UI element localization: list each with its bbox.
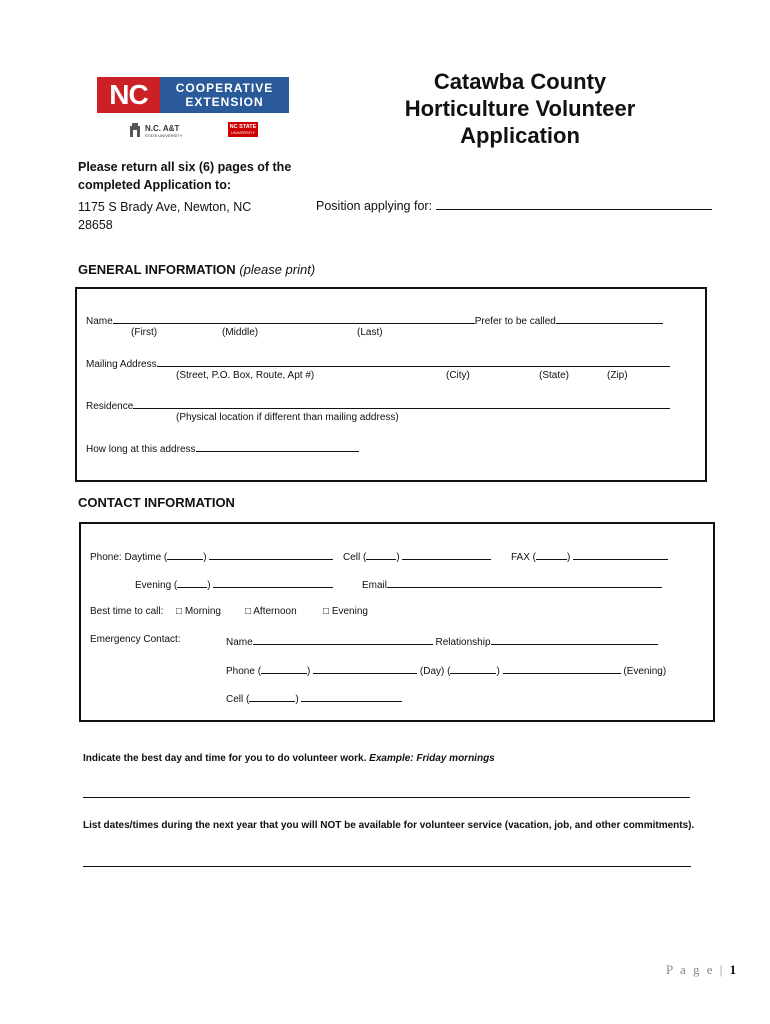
emergency-contact-label: Emergency Contact: bbox=[90, 634, 181, 645]
ec-evening-number-line[interactable] bbox=[503, 663, 621, 674]
mailing-line[interactable] bbox=[157, 356, 670, 367]
page-word: P a g e bbox=[666, 962, 715, 977]
fax-label: FAX ( bbox=[511, 552, 537, 563]
ncat-logo bbox=[128, 122, 182, 140]
fax-area-line[interactable] bbox=[536, 549, 567, 560]
logo-cooperative: COOPERATIVE bbox=[175, 81, 274, 95]
name-line[interactable] bbox=[113, 313, 475, 324]
ec-name-row bbox=[226, 634, 658, 648]
name-row bbox=[86, 313, 663, 327]
how-long-line[interactable] bbox=[196, 441, 359, 452]
ec-name-label: Name bbox=[226, 637, 253, 648]
general-info-heading-text: GENERAL INFORMATION bbox=[78, 262, 236, 277]
first-caption: (First) bbox=[131, 327, 158, 338]
last-caption: (Last) bbox=[357, 327, 383, 338]
ncstate-line2: UNIVERSITY bbox=[230, 129, 255, 135]
relationship-line[interactable] bbox=[491, 634, 658, 645]
ec-name-line[interactable] bbox=[253, 634, 433, 645]
ncstate-logo bbox=[228, 122, 258, 137]
daytime-number-line[interactable] bbox=[209, 549, 333, 560]
best-time-label: Best time to call: bbox=[90, 606, 164, 617]
ncat-sub: STATE UNIVERSITY bbox=[145, 132, 183, 138]
residence-label: Residence bbox=[86, 401, 134, 412]
ec-evening-area-line[interactable] bbox=[450, 663, 496, 674]
prefer-line[interactable] bbox=[556, 313, 663, 324]
evening-paren-label: (Evening) bbox=[623, 666, 667, 677]
ec-phone-number-line[interactable] bbox=[313, 663, 417, 674]
mailing-row bbox=[86, 356, 670, 370]
residence-line[interactable] bbox=[133, 398, 670, 409]
day-label: (Day) bbox=[419, 666, 445, 677]
title-line-2: Horticulture Volunteer bbox=[404, 96, 636, 121]
email-line[interactable] bbox=[387, 577, 662, 588]
evening-phone-label: Evening ( bbox=[135, 580, 178, 591]
logo-extension: EXTENSION bbox=[185, 95, 264, 109]
city-caption: (City) bbox=[446, 370, 470, 381]
ncstate-line1: NC STATE bbox=[229, 123, 257, 130]
fax-number-line[interactable] bbox=[573, 549, 668, 560]
position-label: Position applying for: bbox=[316, 199, 433, 213]
relationship-label: Relationship bbox=[435, 637, 491, 648]
evening-area-line[interactable] bbox=[177, 577, 207, 588]
title-line-1: Catawba County bbox=[433, 69, 607, 94]
ec-cell-number-line[interactable] bbox=[301, 691, 402, 702]
prefer-label: Prefer to be called bbox=[474, 316, 556, 327]
page-footer: P a g e | 1 bbox=[666, 962, 737, 977]
how-long-row bbox=[86, 441, 359, 455]
ec-cell-area-line[interactable] bbox=[249, 691, 295, 702]
position-line[interactable] bbox=[436, 197, 712, 210]
nc-cooperative-extension-logo bbox=[97, 77, 289, 113]
general-info-heading-note: (please print) bbox=[239, 262, 316, 277]
position-applying-field[interactable] bbox=[316, 197, 712, 213]
cell-row: Cell ( ) bbox=[343, 549, 491, 563]
residence-row bbox=[86, 398, 670, 412]
email-row bbox=[362, 577, 662, 591]
contact-info-heading: CONTACT INFORMATION bbox=[78, 495, 235, 510]
address-line-1: 1175 S Brady Ave, Newton, NC bbox=[78, 200, 252, 214]
mailing-label: Mailing Address bbox=[86, 359, 157, 370]
best-day-answer-line[interactable] bbox=[83, 797, 690, 798]
evening-checkbox[interactable]: □ Evening bbox=[323, 606, 368, 617]
afternoon-checkbox[interactable]: □ Afternoon bbox=[245, 606, 297, 617]
zip-caption: (Zip) bbox=[607, 370, 628, 381]
how-long-label: How long at this address bbox=[86, 444, 196, 455]
middle-caption: (Middle) bbox=[222, 327, 259, 338]
best-day-prompt-text: Indicate the best day and time for you to do volunteer work. bbox=[83, 753, 367, 764]
ncat-emblem-icon bbox=[128, 123, 142, 139]
residence-caption: (Physical location if different than mailing address) bbox=[176, 412, 399, 423]
unavailable-answer-line[interactable] bbox=[83, 866, 691, 867]
best-day-prompt bbox=[83, 753, 495, 764]
title-line-3: Application bbox=[460, 123, 580, 148]
return-address bbox=[78, 198, 278, 234]
unavailable-prompt: List dates/times during the next year that you will NOT be available for volunteer service (vacation, job, and other commitments). bbox=[83, 820, 695, 831]
fax-row: FAX ( ) bbox=[511, 549, 668, 563]
nc-logo-mark: NC bbox=[97, 77, 160, 113]
evening-number-line[interactable] bbox=[213, 577, 333, 588]
cell-area-line[interactable] bbox=[366, 549, 396, 560]
ec-cell-row: Cell ( ) bbox=[226, 691, 402, 705]
name-label: Name bbox=[86, 316, 113, 327]
evening-phone-row: Evening ( ) bbox=[135, 577, 333, 591]
street-caption: (Street, P.O. Box, Route, Apt #) bbox=[176, 370, 315, 381]
daytime-area-line[interactable] bbox=[167, 549, 203, 560]
ec-phone-label: Phone ( bbox=[226, 666, 262, 677]
ec-phone-area-line[interactable] bbox=[261, 663, 307, 674]
cell-label: Cell ( bbox=[343, 552, 367, 563]
email-label: Email bbox=[362, 580, 388, 591]
cell-number-line[interactable] bbox=[402, 549, 491, 560]
ncat-name: N.C. A&T bbox=[145, 123, 180, 133]
ec-phone-row: Phone ( ) (Day) ( ) (Evening) bbox=[226, 663, 666, 677]
page-title bbox=[390, 68, 650, 149]
ec-cell-label: Cell ( bbox=[226, 694, 250, 705]
morning-checkbox[interactable]: □ Morning bbox=[176, 606, 221, 617]
daytime-label: Phone: Daytime ( bbox=[90, 552, 168, 563]
general-info-heading bbox=[78, 262, 315, 277]
state-caption: (State) bbox=[539, 370, 570, 381]
logo-wordmark bbox=[160, 77, 289, 113]
daytime-phone-row: Phone: Daytime ( ) bbox=[90, 549, 333, 563]
page-number: 1 bbox=[729, 962, 737, 977]
best-day-example: Example: Friday mornings bbox=[369, 753, 495, 764]
return-instructions: Please return all six (6) pages of the completed Application to: bbox=[78, 160, 292, 192]
address-line-2: 28658 bbox=[78, 218, 113, 232]
